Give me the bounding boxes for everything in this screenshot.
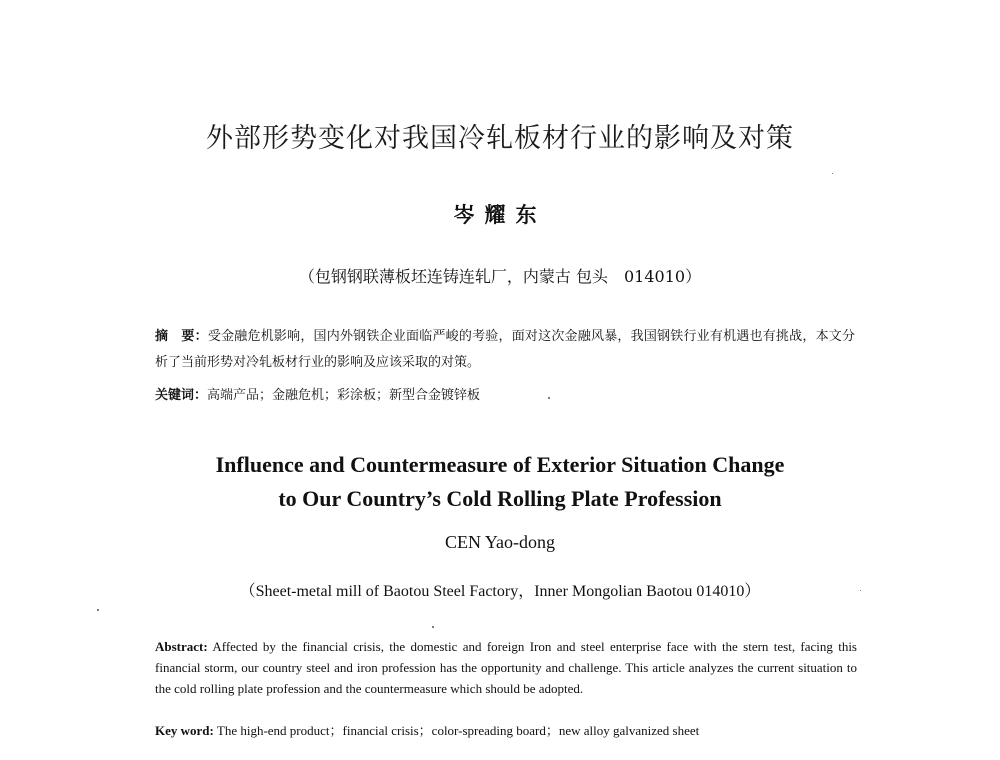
chinese-abstract-label: 摘 要： bbox=[155, 329, 208, 344]
english-abstract bbox=[155, 636, 857, 699]
chinese-keywords-text: 高端产品；金融危机；彩涂板；新型合金镀锌板 bbox=[207, 388, 481, 403]
scan-speck bbox=[832, 173, 833, 174]
english-abstract-label: Abstract: bbox=[155, 639, 208, 654]
chinese-author: 岑耀东 bbox=[453, 202, 547, 227]
english-author: CEN Yao-dong bbox=[444, 532, 555, 552]
chinese-title: 外部形势变化对我国冷轧板材行业的影响及对策 bbox=[206, 123, 794, 154]
chinese-abstract-text: 受金融危机影响，国内外钢铁企业面临严峻的考验，面对这次金融风暴，我国钢铁行业有机遇也有挑战，本文分析了当前形势对冷轧板材行业的影响及应该采取的对策。 bbox=[155, 329, 855, 370]
english-title bbox=[0, 448, 1000, 516]
english-abstract-text: Affected by the financial crisis, the domestic and foreign Iron and steel enterprise face with the stern test, facing this financial storm, our country steel and iron profession has the opportunity and challenge. This article analyzes the current situation to the cold rolling plate profession and the countermeasure which should be adopted. bbox=[155, 639, 857, 696]
chinese-abstract bbox=[155, 324, 855, 376]
english-affiliation: （Sheet-metal mill of Baotou Steel Factory，Inner Mongolian Baotou 014010） bbox=[239, 583, 761, 600]
scan-speck bbox=[548, 397, 550, 399]
chinese-affiliation: （包钢钢联薄板坯连铸连轧厂，内蒙古 包头 014010） bbox=[298, 267, 702, 286]
english-title-line-2: to Our Country’s Cold Rolling Plate Profession bbox=[278, 486, 722, 511]
scan-speck bbox=[97, 609, 99, 611]
english-keywords bbox=[155, 720, 857, 741]
english-title-line-1: Influence and Countermeasure of Exterior Situation Change bbox=[215, 452, 785, 477]
chinese-keywords-label: 关键词： bbox=[155, 388, 208, 403]
scan-speck bbox=[860, 590, 861, 591]
english-keywords-text: The high-end product；financial crisis；color-spreading board；new alloy galvanized sheet bbox=[216, 723, 700, 738]
english-keywords-label: Key word: bbox=[155, 723, 214, 738]
chinese-keywords bbox=[155, 384, 855, 408]
scan-speck bbox=[432, 626, 434, 628]
